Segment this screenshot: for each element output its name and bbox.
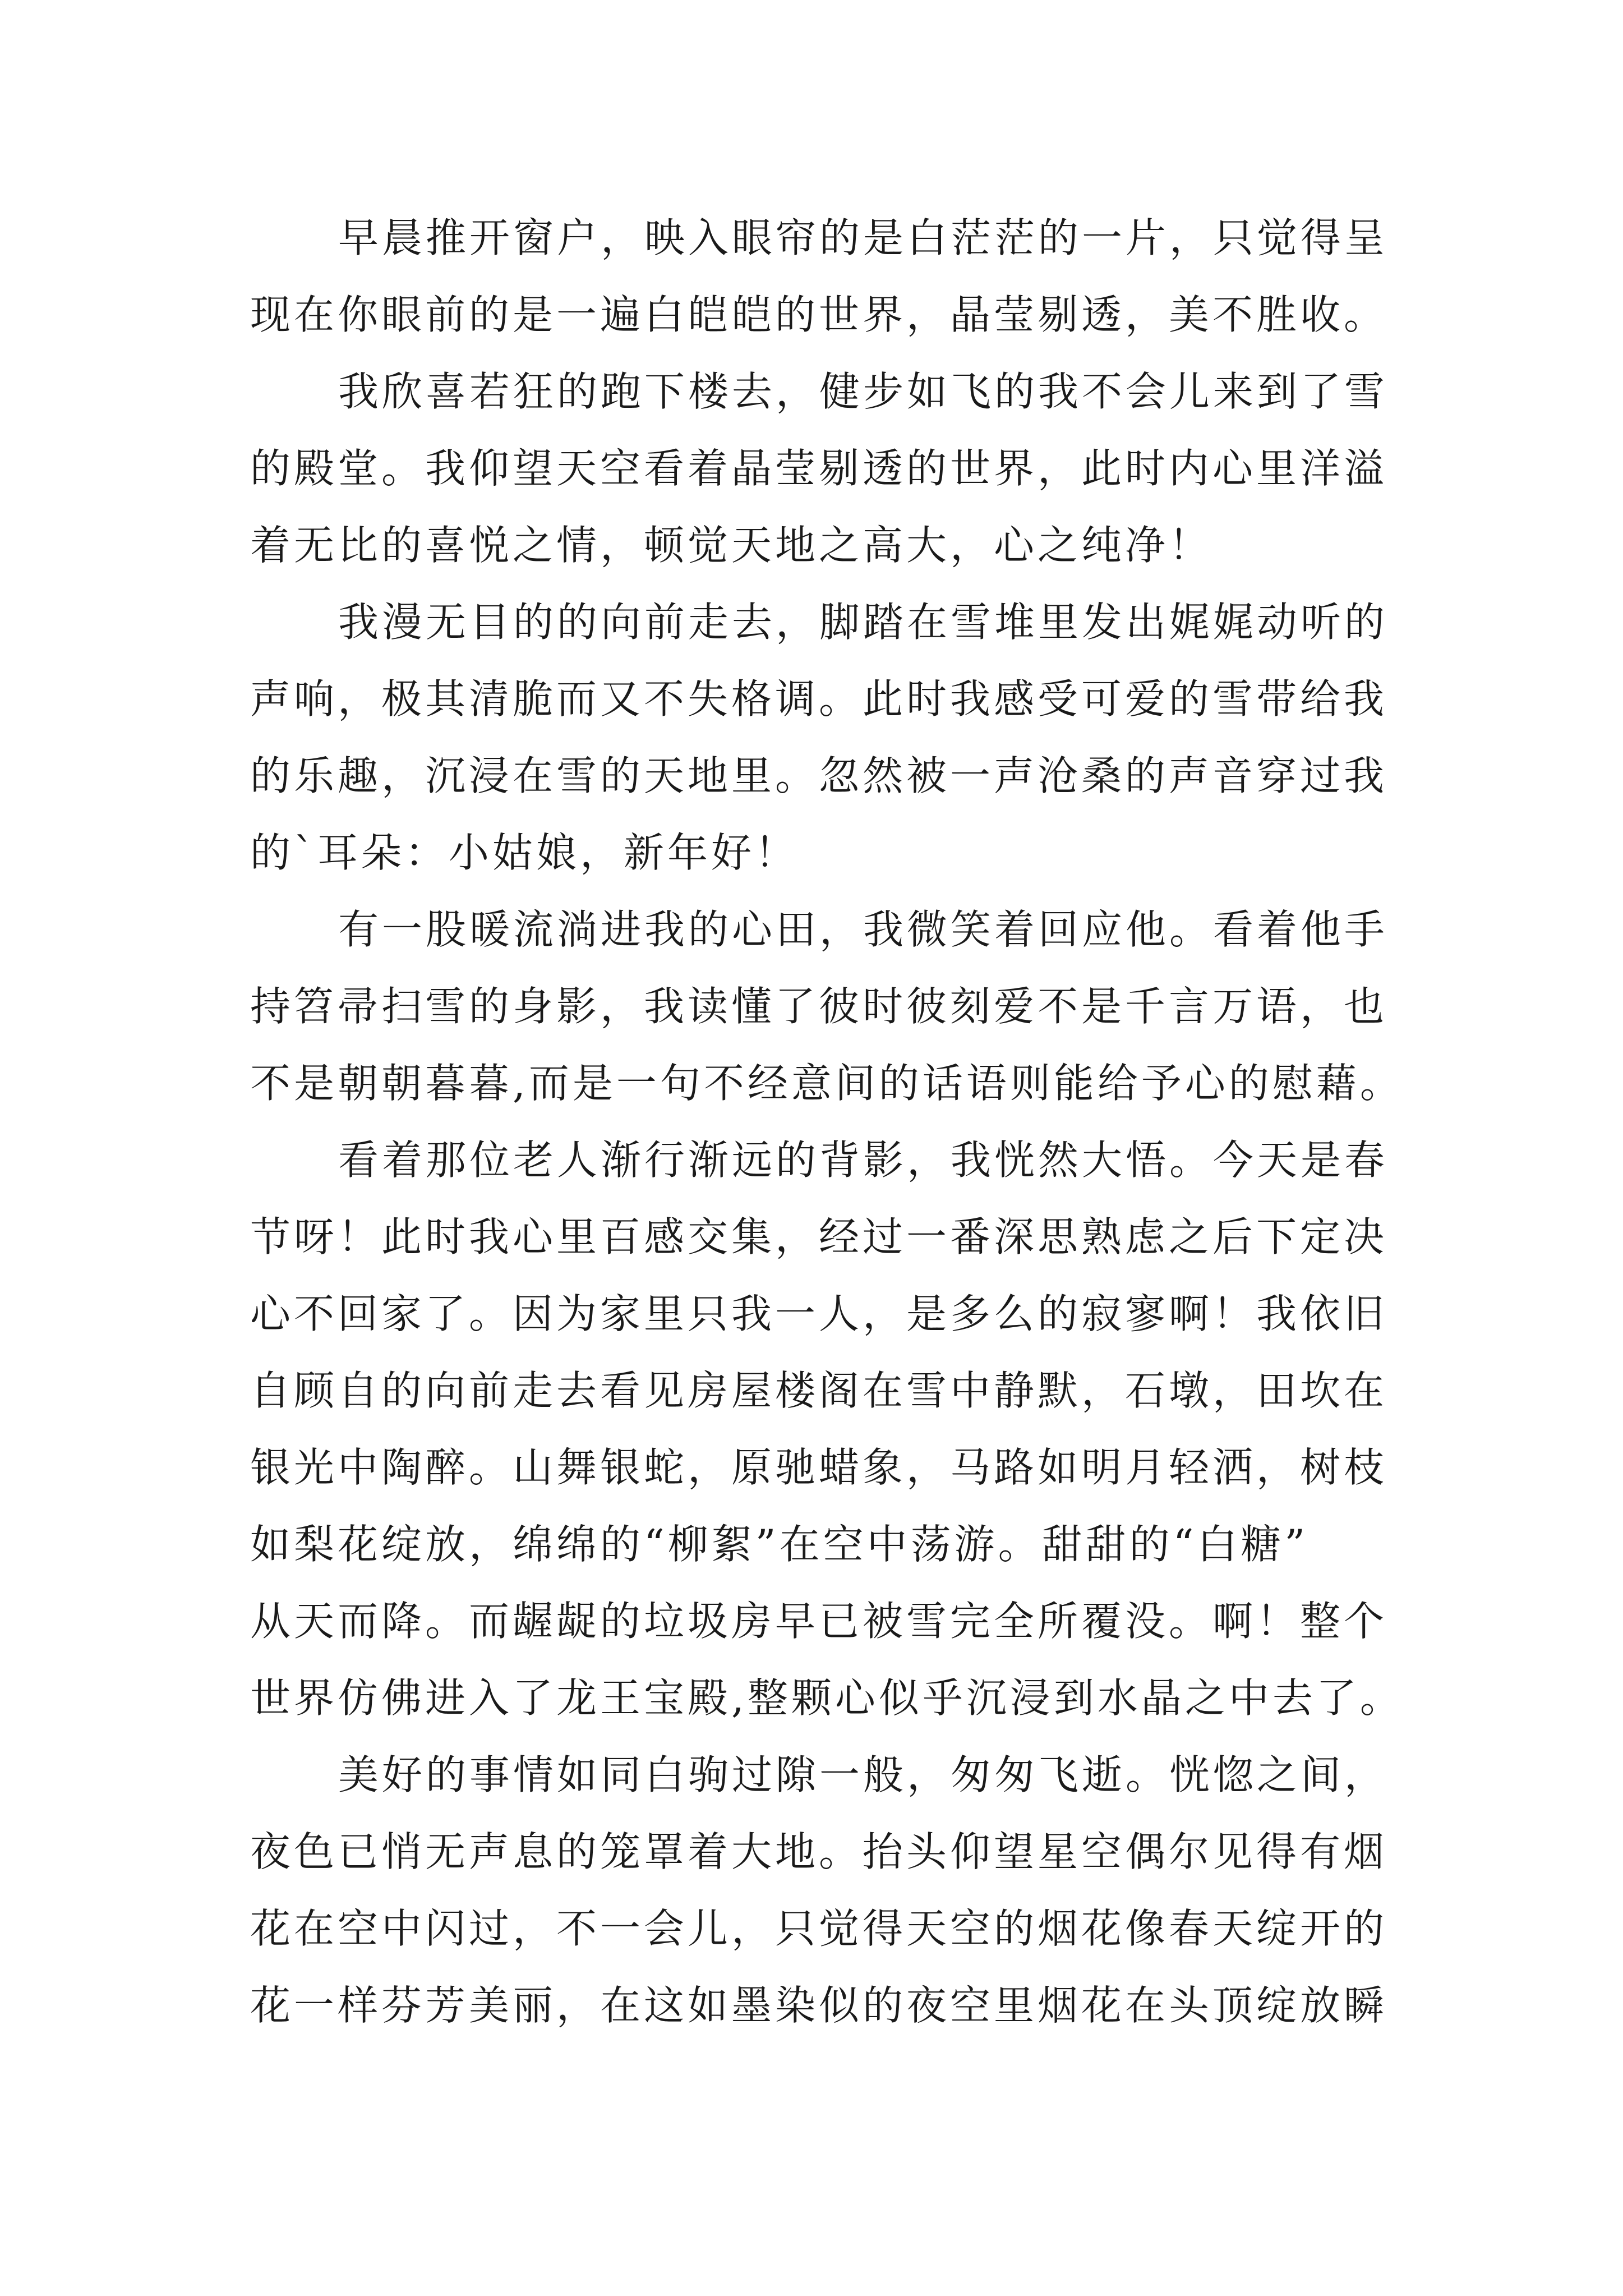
text-line: 花一样芬芳美丽，在这如墨染似的夜空里烟花在头顶绽放瞬 xyxy=(250,1982,1388,2029)
text-line: 的`耳朵：小姑娘，新年好！ xyxy=(250,829,799,876)
text-line: 自顾自的向前走去看见房屋楼阁在雪中静默，石墩，田坎在 xyxy=(250,1367,1388,1414)
paragraph-first-line: 有一股暖流淌进我的心田，我微笑着回应他。看着他手 xyxy=(338,906,1389,953)
text-line: 的乐趣，沉浸在雪的天地里。忽然被一声沧桑的声音穿过我 xyxy=(250,752,1388,799)
text-line: 银光中陶醉。山舞银蛇，原驰蜡象，马路如明月轻洒，树枝 xyxy=(250,1444,1388,1491)
text-line: 的殿堂。我仰望天空看着晶莹剔透的世界，此时内心里洋溢 xyxy=(250,445,1388,492)
text-line: 如梨花绽放，绵绵的“柳絮”在空中荡游。甜甜的“白糖” xyxy=(250,1521,1309,1568)
text-line: 节呀！此时我心里百感交集，经过一番深思熟虑之后下定决 xyxy=(250,1213,1388,1260)
text-line: 心不回家了。因为家里只我一人，是多么的寂寥啊！我依旧 xyxy=(250,1290,1388,1337)
text-line: 持笤帚扫雪的身影，我读懂了彼时彼刻爱不是千言万语，也 xyxy=(250,983,1388,1030)
paragraph-first-line: 看着那位老人渐行渐远的背影，我恍然大悟。今天是春 xyxy=(338,1137,1389,1184)
text-line: 世界仿佛进入了龙王宝殿,整颗心似乎沉浸到水晶之中去了。 xyxy=(250,1674,1404,1722)
paragraph-first-line: 我欣喜若狂的跑下楼去，健步如飞的我不会儿来到了雪 xyxy=(338,368,1389,415)
paragraph-first-line: 早晨推开窗户，映入眼帘的是白茫茫的一片，只觉得呈 xyxy=(338,214,1389,261)
text-line: 着无比的喜悦之情，顿觉天地之高大，心之纯净！ xyxy=(250,522,1213,569)
paragraph-first-line: 我漫无目的的向前走去，脚踏在雪堆里发出娓娓动听的 xyxy=(338,599,1389,646)
paragraph-first-line: 美好的事情如同白驹过隙一般，匆匆飞逝。恍惚之间， xyxy=(338,1751,1389,1798)
text-line: 声响，极其清脆而又不失格调。此时我感受可爱的雪带给我 xyxy=(250,675,1388,723)
text-line: 从天而降。而龌龊的垃圾房早已被雪完全所覆没。啊！整个 xyxy=(250,1598,1388,1645)
essay-body xyxy=(250,200,1404,2044)
text-line: 夜色已悄无声息的笼罩着大地。抬头仰望星空偶尔见得有烟 xyxy=(250,1828,1388,1875)
text-line: 花在空中闪过，不一会儿，只觉得天空的烟花像春天绽开的 xyxy=(250,1905,1388,1952)
text-line: 不是朝朝暮暮,而是一句不经意间的话语则能给予心的慰藉。 xyxy=(250,1060,1404,1107)
text-line: 现在你眼前的是一遍白皑皑的世界，晶莹剔透，美不胜收。 xyxy=(250,291,1388,338)
